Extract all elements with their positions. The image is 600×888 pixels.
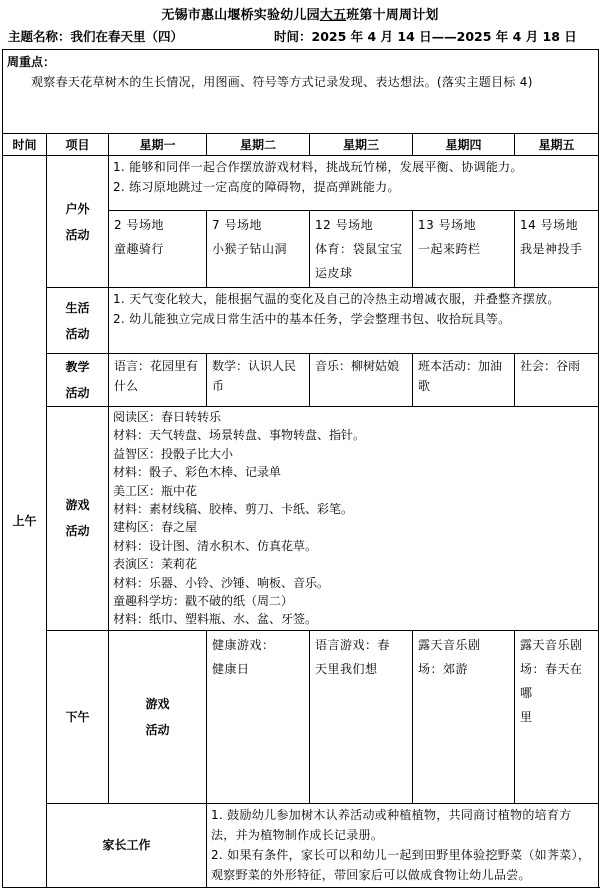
parents-item-2: 2. 如果有条件，家长可以和幼儿一起到田野里体验挖野菜（如荠菜），观察野菜的外形特征，带回家后可以做成食物让幼儿品尝。 <box>211 847 591 882</box>
date-block <box>274 27 577 45</box>
outdoor-tue-activity: 小猴子钻山洞 <box>212 242 288 256</box>
document-title <box>0 4 600 23</box>
afternoon-day-mon <box>207 630 310 803</box>
outdoor-day-fri <box>515 211 599 288</box>
afternoon-row <box>3 630 599 803</box>
game-line: 阅读区：春日转转乐 <box>113 410 222 424</box>
outdoor-day-thu <box>413 211 515 288</box>
afternoon-label: 下午 <box>47 630 109 803</box>
date-label: 时间： <box>274 29 312 44</box>
afternoon-day-thu <box>515 630 599 803</box>
game-areas <box>109 407 599 631</box>
outdoor-fri-site: 14 号场地 <box>520 218 579 232</box>
morning-label: 上午 <box>3 156 47 888</box>
theme-name: 我们在春天里（四） <box>70 29 184 44</box>
outdoor-mon-site: 2 号场地 <box>114 218 164 232</box>
teaching-day-wed: 音乐：柳树姑娘 <box>310 354 413 407</box>
afternoon-game-label-1: 游戏 <box>145 696 170 711</box>
life-row <box>3 288 599 354</box>
focus-text: 观察春天花草树木的生长情况，用图画、符号等方式记录发现、表达想法。(落实主题目标 4) <box>31 75 533 89</box>
outdoor-goals-row <box>3 156 599 211</box>
outdoor-thu-site: 13 号场地 <box>418 218 477 232</box>
header-item: 项目 <box>47 134 109 156</box>
focus-heading: 周重点： <box>7 55 56 69</box>
game-line: 材料：乐器、小铃、沙锤、响板、音乐。 <box>113 575 330 590</box>
header-day-mon: 星期一 <box>109 134 207 156</box>
game-line: 美工区：瓶中花 <box>113 483 198 498</box>
game-line: 材料：天气转盘、场景转盘、事物转盘、指针。 <box>113 428 366 443</box>
theme-label: 主题名称： <box>8 29 71 44</box>
afternoon-tue-line-1: 语言游戏：春 <box>315 637 391 652</box>
teaching-row <box>3 354 599 407</box>
teaching-day-thu: 班本活动：加油歌 <box>413 354 515 407</box>
game-line: 材料：骰子、彩色木棒、记录单 <box>113 465 282 480</box>
outdoor-wed-site: 12 号场地 <box>315 218 374 232</box>
outdoor-mon-activity: 童趣骑行 <box>114 242 165 256</box>
outdoor-fri-activity: 我是神投手 <box>520 242 583 256</box>
teaching-label-1: 教学 <box>65 360 90 374</box>
afternoon-game-category <box>109 630 207 803</box>
afternoon-thu-line-1: 露天音乐剧 <box>520 637 583 652</box>
header-time: 时间 <box>3 134 47 156</box>
life-label-1: 生活 <box>65 300 90 315</box>
afternoon-day-tue <box>310 630 413 803</box>
game-label-1: 游戏 <box>65 498 90 513</box>
outdoor-category <box>47 156 109 288</box>
parents-row <box>3 803 599 887</box>
parents-label: 家长工作 <box>47 803 207 887</box>
outdoor-goal-2: 2. 练习原地跳过一定高度的障碍物，提高弹跳能力。 <box>113 180 400 194</box>
title-suffix: 班第十周周计划 <box>346 8 439 23</box>
theme-row <box>8 27 598 45</box>
focus-cell <box>3 50 599 134</box>
game-line: 益智区：投骰子比大小 <box>113 446 234 461</box>
outdoor-label-1: 户外 <box>65 201 90 216</box>
afternoon-wed-line-2: 场：郊游 <box>418 661 469 676</box>
outdoor-tue-site: 7 号场地 <box>212 218 262 232</box>
header-row <box>3 134 599 156</box>
afternoon-tue-line-2: 天里我们想 <box>315 661 378 676</box>
afternoon-wed-line-1: 露天音乐剧 <box>418 637 481 652</box>
life-goal-2: 2. 幼儿能独立完成日常生活中的基本任务，学会整理书包、收拾玩具等。 <box>113 312 511 326</box>
title-class-name: 大五 <box>319 8 347 23</box>
parents-items <box>207 803 599 887</box>
game-row <box>3 407 599 631</box>
afternoon-thu-line-3: 里 <box>520 709 533 724</box>
life-goal-1: 1. 天气变化较大，能根据气温的变化及自己的冷热主动增减衣服，并叠整齐摆放。 <box>113 292 560 306</box>
game-label-2: 活动 <box>65 524 90 539</box>
game-category <box>47 407 109 631</box>
outdoor-day-wed <box>310 211 413 288</box>
afternoon-mon-line-2: 健康日 <box>212 661 250 676</box>
afternoon-mon-line-1: 健康游戏： <box>212 637 275 652</box>
outdoor-label-2: 活动 <box>65 227 90 242</box>
life-label-2: 活动 <box>65 326 90 341</box>
plan-table <box>2 49 599 888</box>
outdoor-goal-1: 1. 能够和同伴一起合作摆放游戏材料，挑战玩竹梯，发展平衡、协调能力。 <box>113 160 523 174</box>
afternoon-game-label-2: 活动 <box>145 722 170 737</box>
outdoor-day-mon <box>109 211 207 288</box>
header-day-thu: 星期四 <box>413 134 515 156</box>
outdoor-thu-activity: 一起来跨栏 <box>418 242 481 256</box>
teaching-day-fri: 社会：谷雨 <box>515 354 599 407</box>
afternoon-day-wed <box>413 630 515 803</box>
outdoor-day-tue <box>207 211 310 288</box>
teaching-label-2: 活动 <box>65 386 90 400</box>
game-line: 建构区：春之屋 <box>113 520 198 535</box>
focus-row <box>3 50 599 134</box>
life-category <box>47 288 109 354</box>
title-prefix: 无锡市惠山堰桥实验幼儿园 <box>161 8 320 23</box>
header-day-fri: 星期五 <box>515 134 599 156</box>
teaching-day-tue: 数学：认识人民币 <box>207 354 310 407</box>
header-day-wed: 星期三 <box>310 134 413 156</box>
game-line: 材料：素材线稿、胶棒、剪刀、卡纸、彩笔。 <box>113 502 354 517</box>
game-line: 材料：纸巾、塑料瓶、水、盆、牙签。 <box>113 612 318 627</box>
game-line: 童趣科学坊：戳不破的纸（周二） <box>113 594 294 609</box>
game-line: 材料：设计图、清水积木、仿真花草。 <box>113 538 318 553</box>
afternoon-thu-line-2: 场：春天在哪 <box>520 661 583 700</box>
life-goals <box>109 288 599 354</box>
date-range: 2025 年 4 月 14 日——2025 年 4 月 18 日 <box>311 29 577 44</box>
header-day-tue: 星期二 <box>207 134 310 156</box>
outdoor-goals <box>109 156 599 211</box>
parents-item-1: 1. 鼓励幼儿参加树木认养活动或种植植物，共同商讨植物的培育方法，并为植物制作成长记录册。 <box>211 807 572 842</box>
outdoor-wed-activity: 体育：袋鼠宝宝运皮球 <box>315 242 403 280</box>
teaching-day-mon: 语言：花园里有什么 <box>109 354 207 407</box>
game-line: 表演区：茉莉花 <box>113 557 198 572</box>
teaching-category <box>47 354 109 407</box>
